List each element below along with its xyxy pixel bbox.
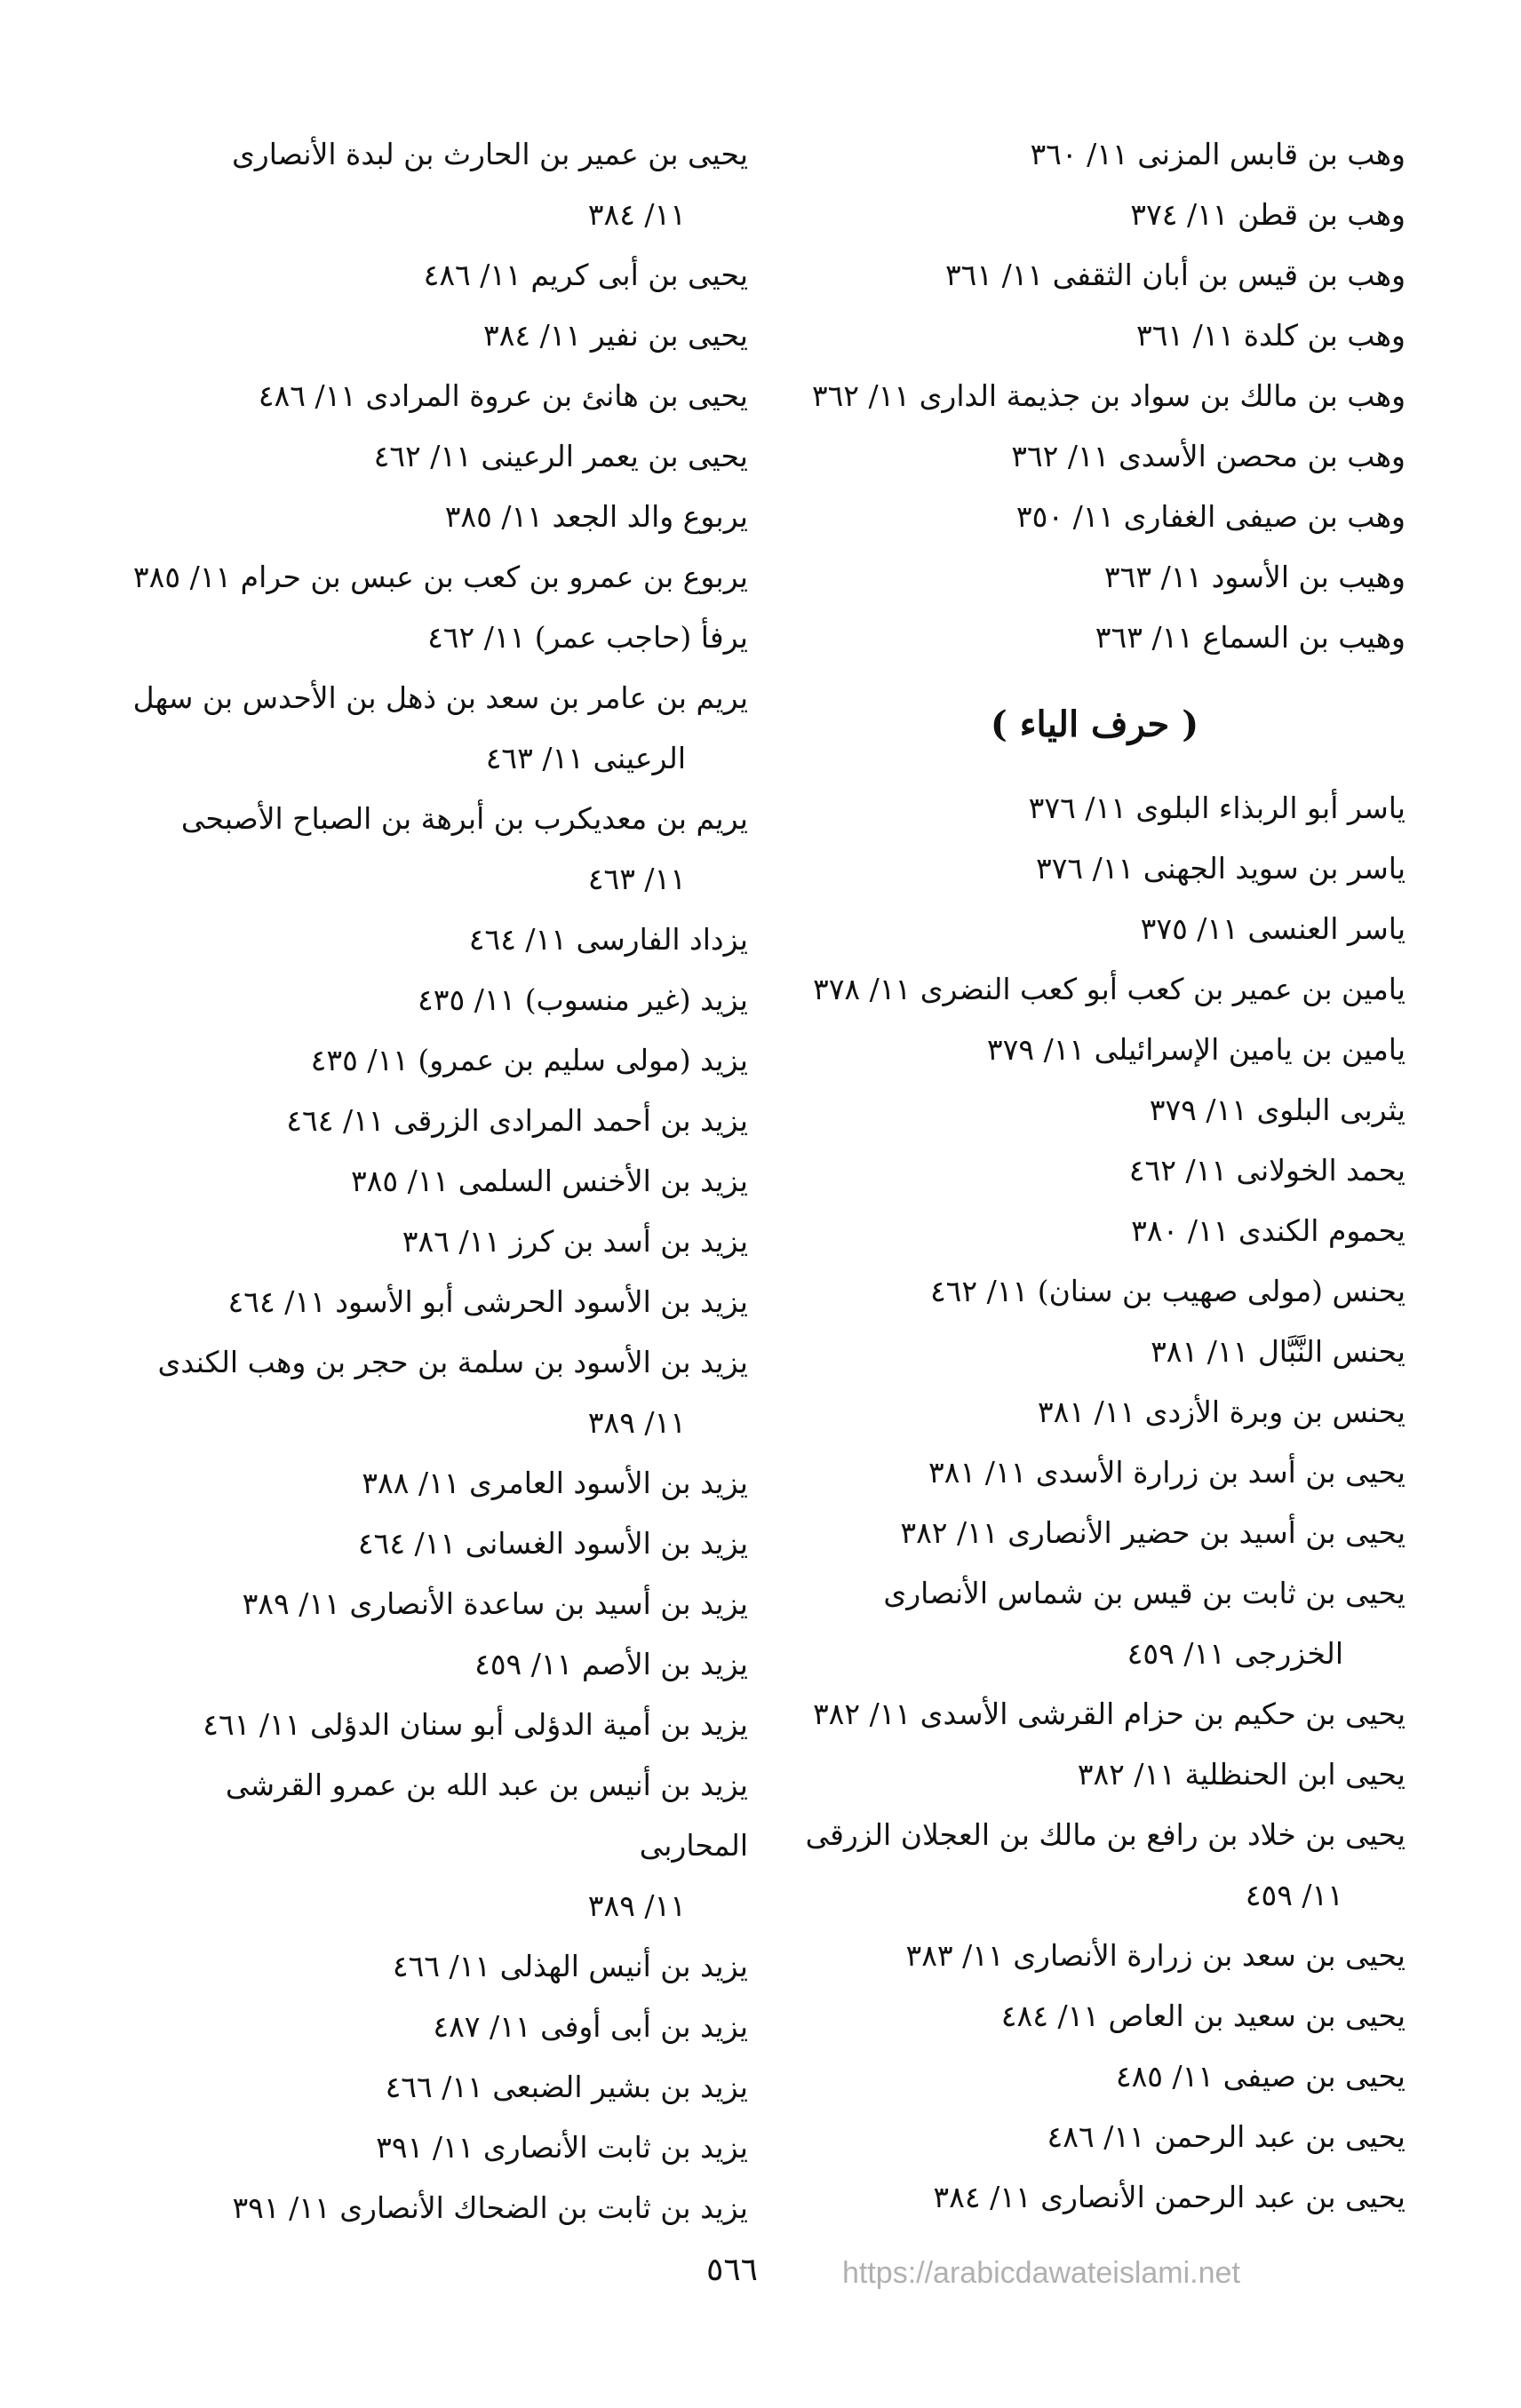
index-entry: يزيد بن الأسود الحرشى أبو الأسود ١١/ ٤٦٤ (227, 1284, 748, 1319)
index-entry: يحيى بن سعيد بن العاص ١١/ ٤٨٤ (1000, 1999, 1406, 2033)
index-entry: يزداد الفارسى ١١/ ٤٦٤ (468, 922, 748, 957)
index-entry: يثربى البلوى ١١/ ٣٧٩ (1149, 1093, 1406, 1127)
index-entry: يحيى بن هانئ بن عروة المرادى ١١/ ٤٨٦ (258, 378, 748, 413)
index-entry: يزيد بن أسيد بن ساعدة الأنصارى ١١/ ٣٨٩ (242, 1586, 748, 1621)
index-entry: يرفأ (حاجب عمر) ١١/ ٤٦٢ (427, 620, 748, 655)
index-entry-wrapped (784, 1805, 1406, 1926)
entry-line: يحيى بن ثابت بن قيس بن شماس الأنصارى (883, 1576, 1406, 1610)
page-number: ٥٦٦ (706, 2252, 759, 2288)
entry-continuation: ١١/ ٣٨٤ (587, 197, 686, 232)
index-entry: ياسر بن سويد الجهنى ١١/ ٣٧٦ (1035, 851, 1406, 886)
index-entry: يزيد بن أبى أوفى ١١/ ٤٨٧ (433, 2009, 748, 2044)
entry-line: يحيى بن خلاد بن رافع بن مالك بن العجلان الزرقى (805, 1817, 1406, 1852)
entry-continuation: ١١/ ٤٥٩ (1245, 1878, 1343, 1912)
index-entry: يزيد بن أحمد المرادى الزرقى ١١/ ٤٦٤ (286, 1103, 748, 1138)
index-entry-wrapped (126, 1755, 748, 1936)
index-entry: يزيد بن أمية الدؤلى أبو سنان الدؤلى ١١/ ٤٦١ (203, 1707, 748, 1742)
left-column (126, 124, 748, 2238)
index-entry: يحيى بن حكيم بن حزام القرشى الأسدى ١١/ ٣٨٢ (812, 1697, 1406, 1731)
index-entry: يزيد بن أنيس الهذلى ١١/ ٤٦٦ (392, 1949, 748, 1983)
index-entry: يزيد بن الأسود الغسانى ١١/ ٤٦٤ (357, 1526, 748, 1561)
index-entry: يزيد بن بشير الضبعى ١١/ ٤٦٦ (385, 2070, 748, 2104)
entry-line: يريم بن معديكرب بن أبرهة بن الصباح الأصبحى (180, 801, 748, 836)
index-entry-wrapped (784, 1563, 1406, 1684)
entry-continuation: ١١/ ٣٨٩ (587, 1888, 686, 1923)
section-heading-ya: ( حرف الياء ) (990, 703, 1199, 745)
index-entry: يحموم الكندى ١١/ ٣٨٠ (1131, 1213, 1406, 1248)
index-entry: وهب بن قطن ١١/ ٣٧٤ (1130, 197, 1406, 232)
index-entry: وهب بن صيفى الغفارى ١١/ ٣٥٠ (1015, 499, 1406, 534)
entry-line: يحيى بن عمير بن الحارث بن لبدة الأنصارى (231, 137, 748, 171)
index-entry: يحنس (مولى صهيب بن سنان) ١١/ ٤٦٢ (929, 1274, 1406, 1308)
right-column (784, 124, 1406, 2228)
entry-continuation: الخزرجى ١١/ ٤٥٩ (1127, 1636, 1343, 1671)
index-entry: يزيد بن ثابت بن الضحاك الأنصارى ١١/ ٣٩١ (232, 2190, 748, 2225)
index-entry: يربوع والد الجعد ١١/ ٣٨٥ (444, 499, 748, 534)
index-entry: يزيد بن الأسود العامرى ١١/ ٣٨٨ (362, 1466, 748, 1500)
index-entry: يزيد (غير منسوب) ١١/ ٤٣٥ (418, 982, 748, 1017)
index-entry: يحيى بن أبى كريم ١١/ ٤٨٦ (423, 258, 748, 292)
entry-continuation: ١١/ ٣٨٩ (587, 1405, 686, 1440)
index-entry: وهب بن محصن الأسدى ١١/ ٣٦٢ (1011, 439, 1406, 473)
index-entry: يحيى بن يعمر الرعينى ١١/ ٤٦٢ (373, 439, 748, 473)
index-entry-wrapped (126, 1332, 748, 1453)
index-entry: يامين بن يامين الإسرائيلى ١١/ ٣٧٩ (986, 1032, 1406, 1067)
index-entry: يحيى بن أسيد بن حضير الأنصارى ١١/ ٣٨٢ (900, 1515, 1406, 1550)
index-entry: يحيى بن صيفى ١١/ ٤٨٥ (1115, 2059, 1406, 2094)
index-entry: وهب بن قابس المزنى ١١/ ٣٦٠ (1030, 137, 1406, 171)
index-entry: يحيى بن أسد بن زرارة الأسدى ١١/ ٣٨١ (928, 1455, 1406, 1490)
index-entry: يحمد الخولانى ١١/ ٤٦٢ (1128, 1153, 1406, 1188)
index-entry: يربوع بن عمرو بن كعب بن عبس بن حرام ١١/ ٣٨٥ (132, 560, 748, 594)
index-entry: يحنس النَّبَّال ١١/ ٣٨١ (1151, 1334, 1406, 1369)
index-entry: يزيد بن أسد بن كرز ١١/ ٣٨٦ (402, 1224, 748, 1259)
index-entry: وهيب بن الأسود ١١/ ٣٦٣ (1103, 560, 1406, 594)
index-entry-wrapped (126, 789, 748, 910)
entry-list-waw (784, 124, 1406, 668)
index-entry: يحيى ابن الحنظلية ١١/ ٣٨٢ (1077, 1757, 1406, 1792)
entry-line: يزيد بن الأسود بن سلمة بن حجر بن وهب الكندى (157, 1345, 748, 1379)
index-entry: وهب بن قيس بن أبان الثقفى ١١/ ٣٦١ (944, 258, 1406, 292)
index-entry: وهيب بن السماع ١١/ ٣٦٣ (1095, 620, 1406, 655)
entry-list-ya (784, 778, 1406, 2228)
index-entry: يحيى بن سعد بن زرارة الأنصارى ١١/ ٣٨٣ (905, 1938, 1406, 1973)
index-entry: يحيى بن عبد الرحمن ١١/ ٤٨٦ (1047, 2119, 1406, 2154)
index-entry: يزيد (مولى سليم بن عمرو) ١١/ ٤٣٥ (310, 1043, 748, 1077)
index-entry: ياسر أبو الربذاء البلوى ١١/ ٣٧٦ (1028, 791, 1406, 825)
index-entry-wrapped (126, 124, 748, 245)
index-entry-wrapped (126, 668, 748, 789)
entry-continuation: ١١/ ٤٦٣ (587, 862, 686, 896)
index-entry: يزيد بن الأخنس السلمى ١١/ ٣٨٥ (350, 1164, 748, 1198)
index-entry: يزيد بن ثابت الأنصارى ١١/ ٣٩١ (376, 2130, 748, 2165)
index-entry: ياسر العنسى ١١/ ٣٧٥ (1140, 911, 1406, 946)
index-entry: يحنس بن وبرة الأزدى ١١/ ٣٨١ (1037, 1395, 1406, 1429)
index-entry: يحيى بن عبد الرحمن الأنصارى ١١/ ٣٨٤ (933, 2180, 1406, 2214)
watermark-url: https://arabicdawateislami.net (842, 2256, 1240, 2290)
index-entry: وهب بن مالك بن سواد بن جذيمة الدارى ١١/ ٣٦٢ (811, 378, 1406, 413)
index-entry: وهب بن كلدة ١١/ ٣٦١ (1135, 318, 1406, 353)
entry-line: يزيد بن أنيس بن عبد الله بن عمرو القرشى المحاربى (225, 1768, 748, 1863)
index-entry: يحيى بن نفير ١١/ ٣٨٤ (482, 318, 748, 353)
entry-line: يريم بن عامر بن سعد بن ذهل بن الأحدس بن سهل (132, 680, 748, 715)
entry-continuation: الرعينى ١١/ ٤٦٣ (485, 741, 686, 775)
index-entry: يزيد بن الأصم ١١/ ٤٥٩ (474, 1647, 748, 1681)
index-entry: يامين بن عمير بن كعب أبو كعب النضرى ١١/ ٣٧٨ (812, 972, 1406, 1006)
